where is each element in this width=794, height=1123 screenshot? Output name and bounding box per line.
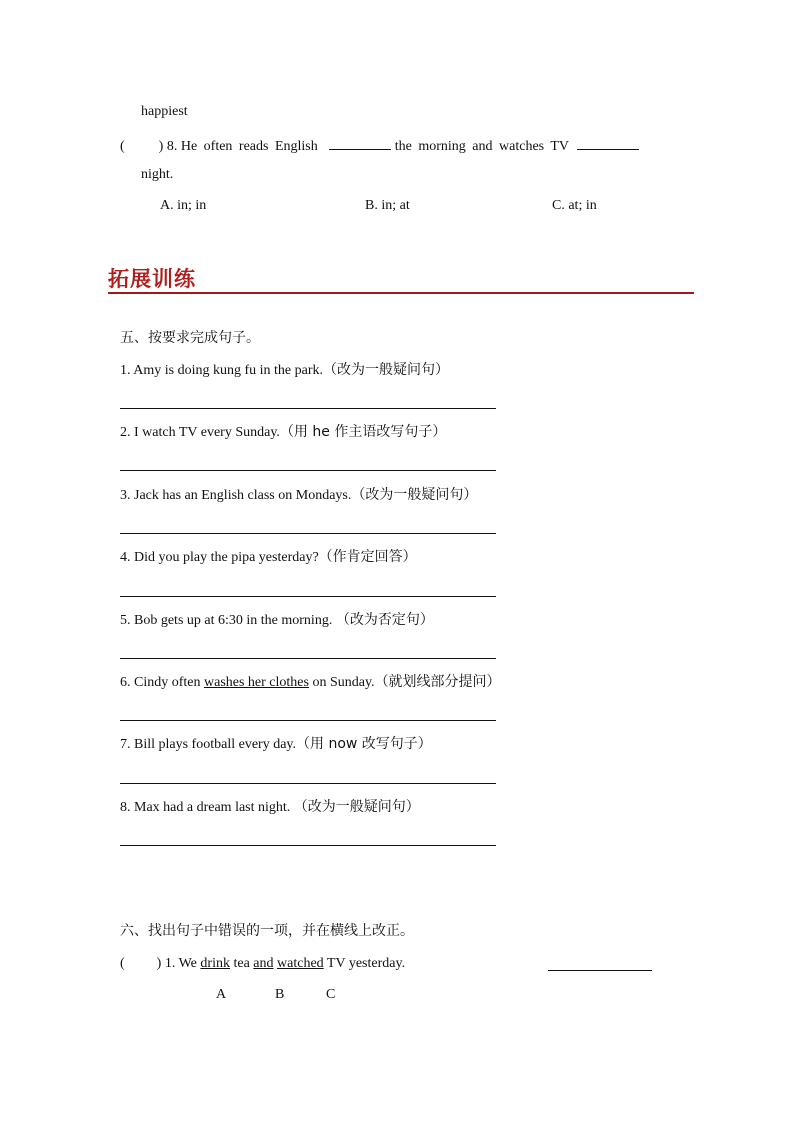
q8-option-a: A. in; in (160, 198, 207, 213)
part5-heading: 五、按要求完成句子。 (120, 330, 260, 346)
q8-number: ) 8. (158, 139, 178, 154)
item-sentence-post: on Sunday. (312, 675, 375, 690)
part5-item-4 (120, 548, 417, 567)
answer-line-1[interactable] (120, 408, 496, 409)
part6-heading: 六、找出句子中错误的一项，并在横线上改正。 (120, 923, 414, 939)
section-divider (108, 292, 694, 294)
item-number: 1. (120, 363, 131, 378)
p6q1-option-c-word: watched (277, 956, 324, 971)
item-requirement: （改为否定句） (335, 612, 434, 628)
item-sentence-pre: Cindy often (134, 675, 201, 690)
item-requirement: （就划线部分提问） (374, 674, 501, 690)
q8-part2: the morning and watches TV (394, 139, 570, 154)
item-number: 8. (120, 800, 131, 815)
q8-open-paren: ( (120, 139, 125, 154)
part5-item-7 (120, 735, 432, 754)
answer-line-4[interactable] (120, 596, 496, 597)
part5-item-8 (120, 798, 420, 817)
q8-option-c: C. at; in (552, 198, 597, 213)
item-requirement: （改为一般疑问句） (293, 799, 420, 815)
item-sentence: Max had a dream last night. (134, 800, 291, 815)
answer-line-6[interactable] (120, 720, 496, 721)
item-requirement: （用 he 作主语改写句子） (279, 424, 447, 440)
q8-line (120, 135, 639, 156)
p6q1-word: tea (233, 956, 250, 971)
item-number: 2. (120, 425, 131, 440)
item-number: 5. (120, 613, 131, 628)
q7-tail-text: happiest (141, 104, 188, 119)
item-sentence: Bob gets up at 6:30 in the morning. (134, 613, 333, 628)
item-sentence: Did you play the pipa yesterday? (134, 550, 319, 565)
q8-tail-text: night. (141, 167, 174, 182)
item-number: 4. (120, 550, 131, 565)
p6q1-word: TV yesterday. (326, 956, 406, 971)
p6q1-open-paren: ( (120, 956, 125, 971)
p6q1-option-a-word: drink (200, 956, 230, 971)
p6q1-option-b-word: and (253, 956, 274, 971)
p6q1-label-a: A (216, 987, 227, 1002)
q8-blank-1[interactable] (329, 135, 391, 150)
q8-option-b: B. in; at (365, 198, 410, 213)
q8-part1: He often reads English (180, 139, 318, 154)
item-number: 7. (120, 737, 131, 752)
answer-line-2[interactable] (120, 470, 496, 471)
item-underlined-phrase: washes her clothes (204, 675, 309, 690)
item-sentence: Jack has an English class on Mondays. (134, 488, 352, 503)
item-sentence: I watch TV every Sunday. (134, 425, 280, 440)
answer-line-8[interactable] (120, 845, 496, 846)
p6q1-correction-line[interactable] (548, 970, 652, 971)
item-requirement: （作肯定回答） (318, 549, 417, 565)
p6q1-label-c: C (326, 987, 336, 1002)
part5-item-6 (120, 673, 501, 692)
part5-item-3 (120, 486, 477, 505)
p6q1-label-b: B (275, 987, 285, 1002)
answer-line-5[interactable] (120, 658, 496, 659)
answer-line-7[interactable] (120, 783, 496, 784)
item-requirement: （用 now 改写句子） (296, 736, 432, 752)
q8-blank-2[interactable] (577, 135, 639, 150)
p6q1-word: We (178, 956, 197, 971)
item-sentence: Amy is doing kung fu in the park. (133, 363, 323, 378)
item-number: 6. (120, 675, 131, 690)
part6-q1-line (120, 955, 405, 973)
answer-line-3[interactable] (120, 533, 496, 534)
item-requirement: （改为一般疑问句） (351, 487, 478, 503)
part5-item-1 (120, 361, 449, 380)
p6q1-number: ) 1. (156, 956, 176, 971)
section-title: 拓展训练 (108, 266, 196, 291)
item-sentence: Bill plays football every day. (134, 737, 296, 752)
item-number: 3. (120, 488, 131, 503)
part5-item-2 (120, 423, 446, 442)
item-requirement: （改为一般疑问句） (323, 362, 449, 378)
part5-item-5 (120, 611, 434, 630)
